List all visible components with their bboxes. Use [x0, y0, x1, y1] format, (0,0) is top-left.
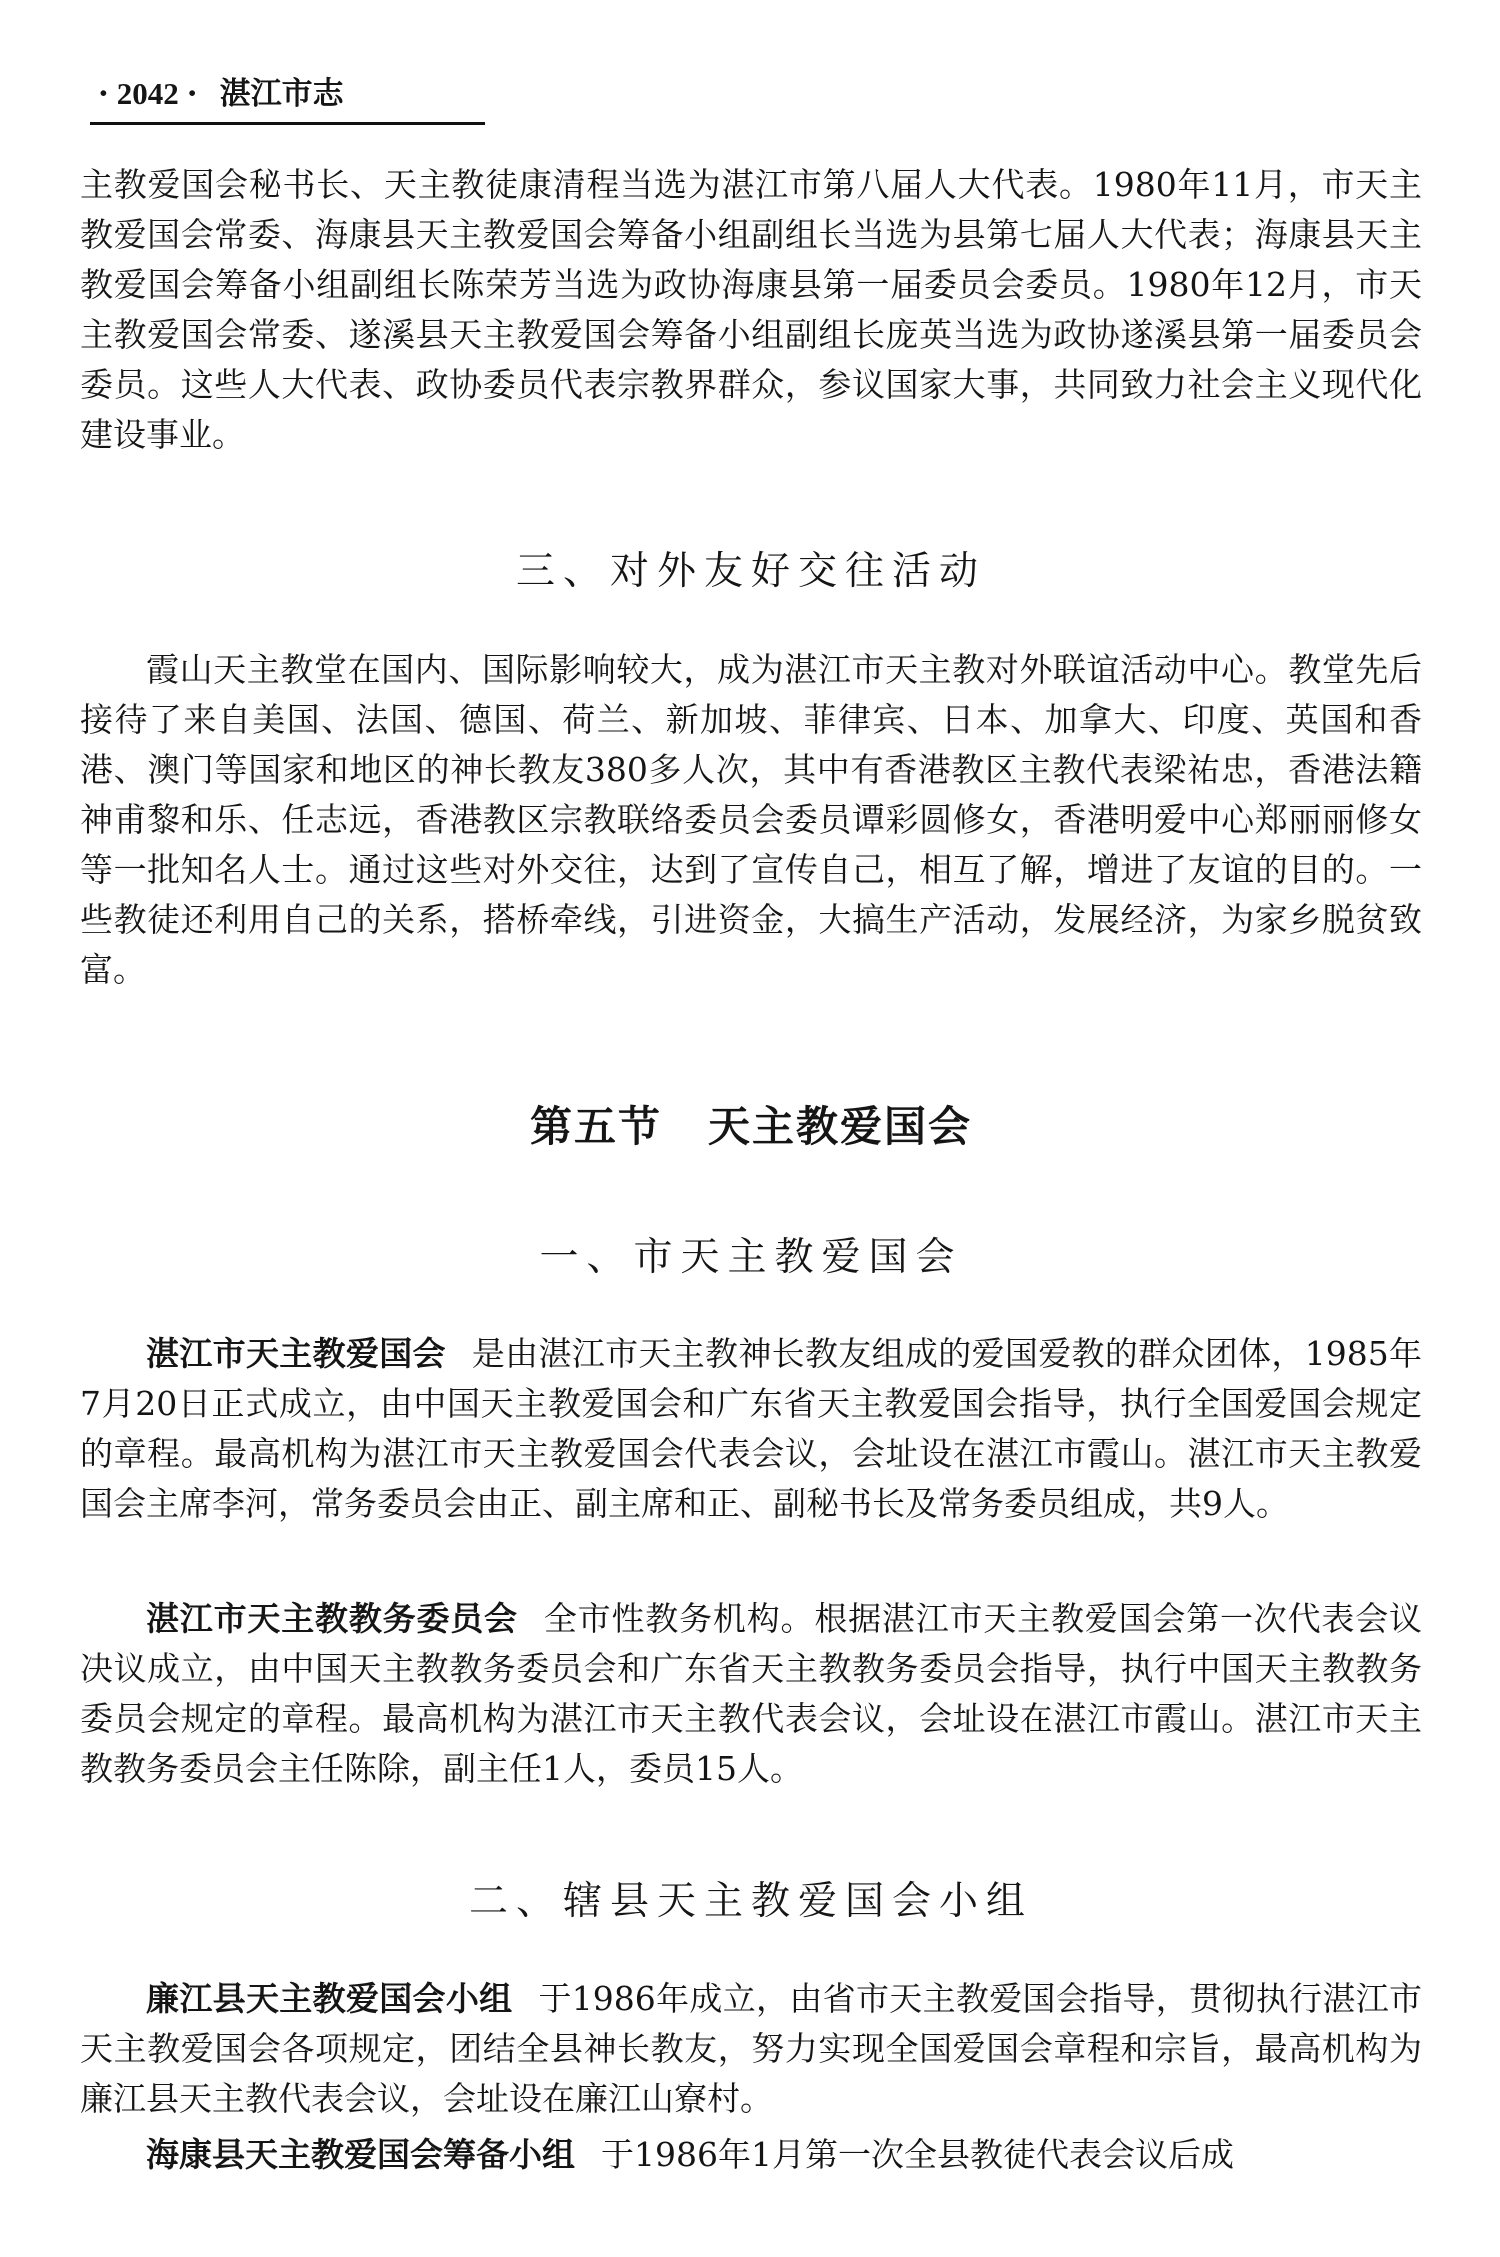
section-heading — [80, 1094, 1422, 1154]
text-lianjiang-group: 于1986年成立，由省市天主教爱国会指导，贯彻执行湛江市天主教爱国会各项规定，团结全县神长教友，努力实现全国爱国会章程和宗旨，最高机构为廉江县天主教代表会议，会址设在廉江山寮村。 — [80, 1979, 1423, 2118]
paragraph-affairs-committee — [80, 1594, 1422, 1794]
section-title: 天主教爱国会 — [708, 1102, 973, 1151]
running-header — [90, 74, 485, 125]
heading-county-groups: 二、辖县天主教爱国会小组 — [468, 1879, 1033, 1924]
term-haikang-group: 海康县天主教爱国会筹备小组 — [146, 2135, 575, 2174]
term-lianjiang-group: 廉江县天主教爱国会小组 — [146, 1979, 513, 2018]
paragraph-city-association — [80, 1329, 1422, 1529]
section-number: 第五节 — [529, 1102, 662, 1151]
paragraph-foreign-exchange: 霞山天主教堂在国内、国际影响较大，成为湛江市天主教对外联谊活动中心。教堂先后接待了来自美国、法国、德国、荷兰、新加坡、菲律宾、日本、加拿大、印度、英国和香港、澳门等国家和地区的神长教友380多人次，其中有香港教区主教代表梁祐忠，香港法籍神甫黎和乐、任志远，香港教区宗教联络委员会委员谭彩圆修女，香港明爱中心郑丽丽修女等一批知名人士。通过这些对外交往，达到了宣传自己，相互了解，增进了友谊的目的。一些教徒还利用自己的关系，搭桥牵线，引进资金，大搞生产活动，发展经济，为家乡脱贫致富。 — [80, 650, 1422, 989]
text-haikang-group: 于1986年1月第一次全县教徒代表会议后成 — [601, 2135, 1234, 2174]
term-city-association: 湛江市天主教爱国会 — [146, 1334, 446, 1373]
text-city-association: 是由湛江市天主教神长教友组成的爱国爱教的群众团体，1985年7月20日正式成立，由中国天主教爱国会和广东省天主教爱国会指导，执行全国爱国会规定的章程。最高机构为湛江市天主教爱国会代表会议，会址设在湛江市霞山。湛江市天主教爱国会主席李河，常务委员会由正、副主席和正、副秘书长及常务委员组成，共9人。 — [80, 1334, 1423, 1523]
heading-foreign-exchange: 三、对外友好交往活动 — [515, 549, 986, 594]
header-dot-right: · — [186, 76, 198, 112]
book-title: 湛江市志 — [219, 76, 344, 112]
page-number: 2042 — [116, 76, 179, 111]
paragraph-lianjiang — [80, 1974, 1422, 2124]
header-dot-left: · — [98, 76, 109, 112]
paragraph-haikang — [80, 2130, 1422, 2180]
term-affairs-committee: 湛江市天主教教务委员会 — [146, 1599, 518, 1638]
text-affairs-committee: 全市性教务机构。根据湛江市天主教爱国会第一次代表会议决议成立，由中国天主教教务委员会和广东省天主教教务委员会指导，执行中国天主教教务委员会规定的章程。最高机构为湛江市天主教代表会议，会址设在湛江市霞山。湛江市天主教教务委员会主任陈除，副主任1人，委员15人。 — [80, 1599, 1423, 1788]
heading-city-association: 一、市天主教爱国会 — [539, 1235, 963, 1280]
paragraph-representatives: 主教爱国会秘书长、天主教徒康清程当选为湛江市第八届人大代表。1980年11月，市天主教爱国会常委、海康县天主教爱国会筹备小组副组长当选为县第七届人大代表；海康县天主教爱国会筹备小组副组长陈荣芳当选为政协海康县第一届委员会委员。1980年12月，市天主教爱国会常委、遂溪县天主教爱国会筹备小组副组长庞英当选为政协遂溪县第一届委员会委员。这些人大代表、政协委员代表宗教界群众，参议国家大事，共同致力社会主义现代化建设事业。 — [80, 165, 1422, 454]
